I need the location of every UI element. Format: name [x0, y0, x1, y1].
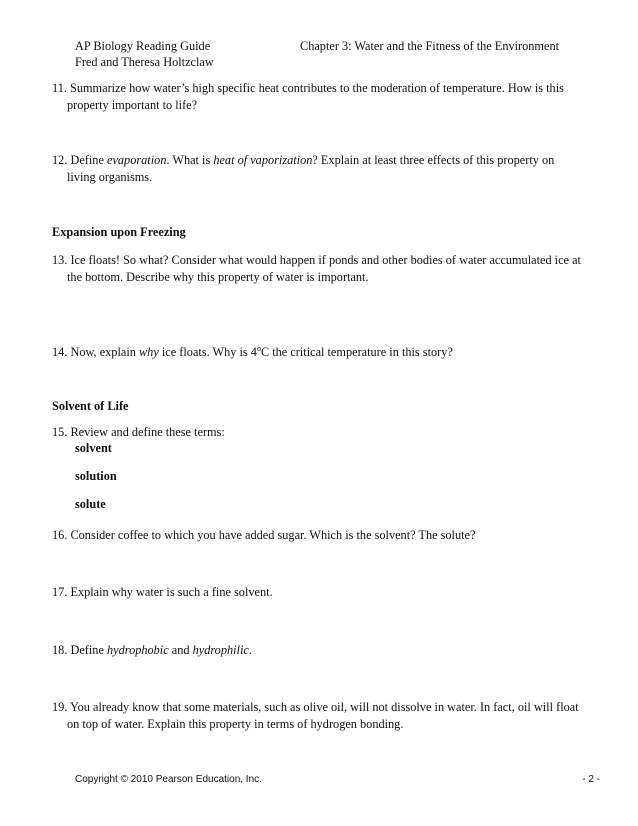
term-solvent: solvent: [75, 441, 112, 455]
question-12-c: ? Explain at least three effects of this property on: [312, 153, 555, 167]
term-hydrophobic: hydrophobic: [106, 643, 169, 657]
term-solution: solution: [75, 469, 117, 483]
term-heat-of-vaporization: heat of vaporization: [213, 153, 313, 167]
term-solute: solute: [75, 497, 106, 511]
question-18-b: and: [168, 643, 193, 657]
authors: Fred and Theresa Holtzclaw: [75, 55, 214, 69]
question-12: [52, 152, 597, 186]
question-14-a: 14. Now, explain: [52, 345, 139, 360]
question-19-line2: on top of water. Explain this property in terms of hydrogen bonding.: [67, 717, 404, 731]
question-13-line2: the bottom. Describe why this property of water is important.: [67, 270, 369, 284]
degree-superscript: o: [256, 344, 261, 353]
question-19-line1: 19. You already know that some materials, such as olive oil, will not dissolve in water. In fact, oil will float: [52, 700, 579, 714]
question-14: [52, 340, 597, 361]
emphasis-why: why: [138, 345, 159, 360]
question-15: 15. Review and define these terms:: [52, 425, 225, 439]
question-19: [52, 699, 597, 733]
question-13-line1: 13. Ice floats! So what? Consider what would happen if ponds and other bodies of water accumulated ice at: [52, 253, 581, 267]
question-12-line2: living organisms.: [67, 170, 153, 184]
section-heading-solvent: Solvent of Life: [52, 399, 129, 413]
question-13: [52, 252, 597, 286]
header-left: [75, 38, 214, 70]
page-number: - 2 -: [582, 774, 600, 785]
question-18: [52, 642, 597, 659]
copyright-notice: Copyright © 2010 Pearson Education, Inc.: [75, 774, 262, 785]
question-14-c: C the critical temperature in this story?: [260, 345, 453, 360]
question-18-c: .: [248, 643, 252, 657]
question-12-a: 12. Define: [52, 153, 107, 167]
course-title: AP Biology Reading Guide: [75, 39, 211, 53]
question-16: 16. Consider coffee to which you have added sugar. Which is the solvent? The solute?: [52, 528, 476, 542]
chapter-title: Chapter 3: Water and the Fitness of the Environment: [300, 39, 560, 53]
question-17: 17. Explain why water is such a fine solvent.: [52, 585, 273, 599]
question-18-a: 18. Define: [52, 643, 107, 657]
term-evaporation: evaporation: [106, 153, 167, 167]
term-hydrophilic: hydrophilic: [192, 643, 249, 657]
question-11-line1: 11. Summarize how water’s high specific heat contributes to the moderation of temperature. How is this: [52, 81, 564, 95]
question-12-b: . What is: [166, 153, 214, 167]
question-14-b: ice floats. Why is 4: [158, 345, 257, 360]
question-11: [52, 80, 597, 114]
section-heading-expansion: Expansion upon Freezing: [52, 225, 186, 239]
question-11-line2: property important to life?: [67, 98, 198, 112]
